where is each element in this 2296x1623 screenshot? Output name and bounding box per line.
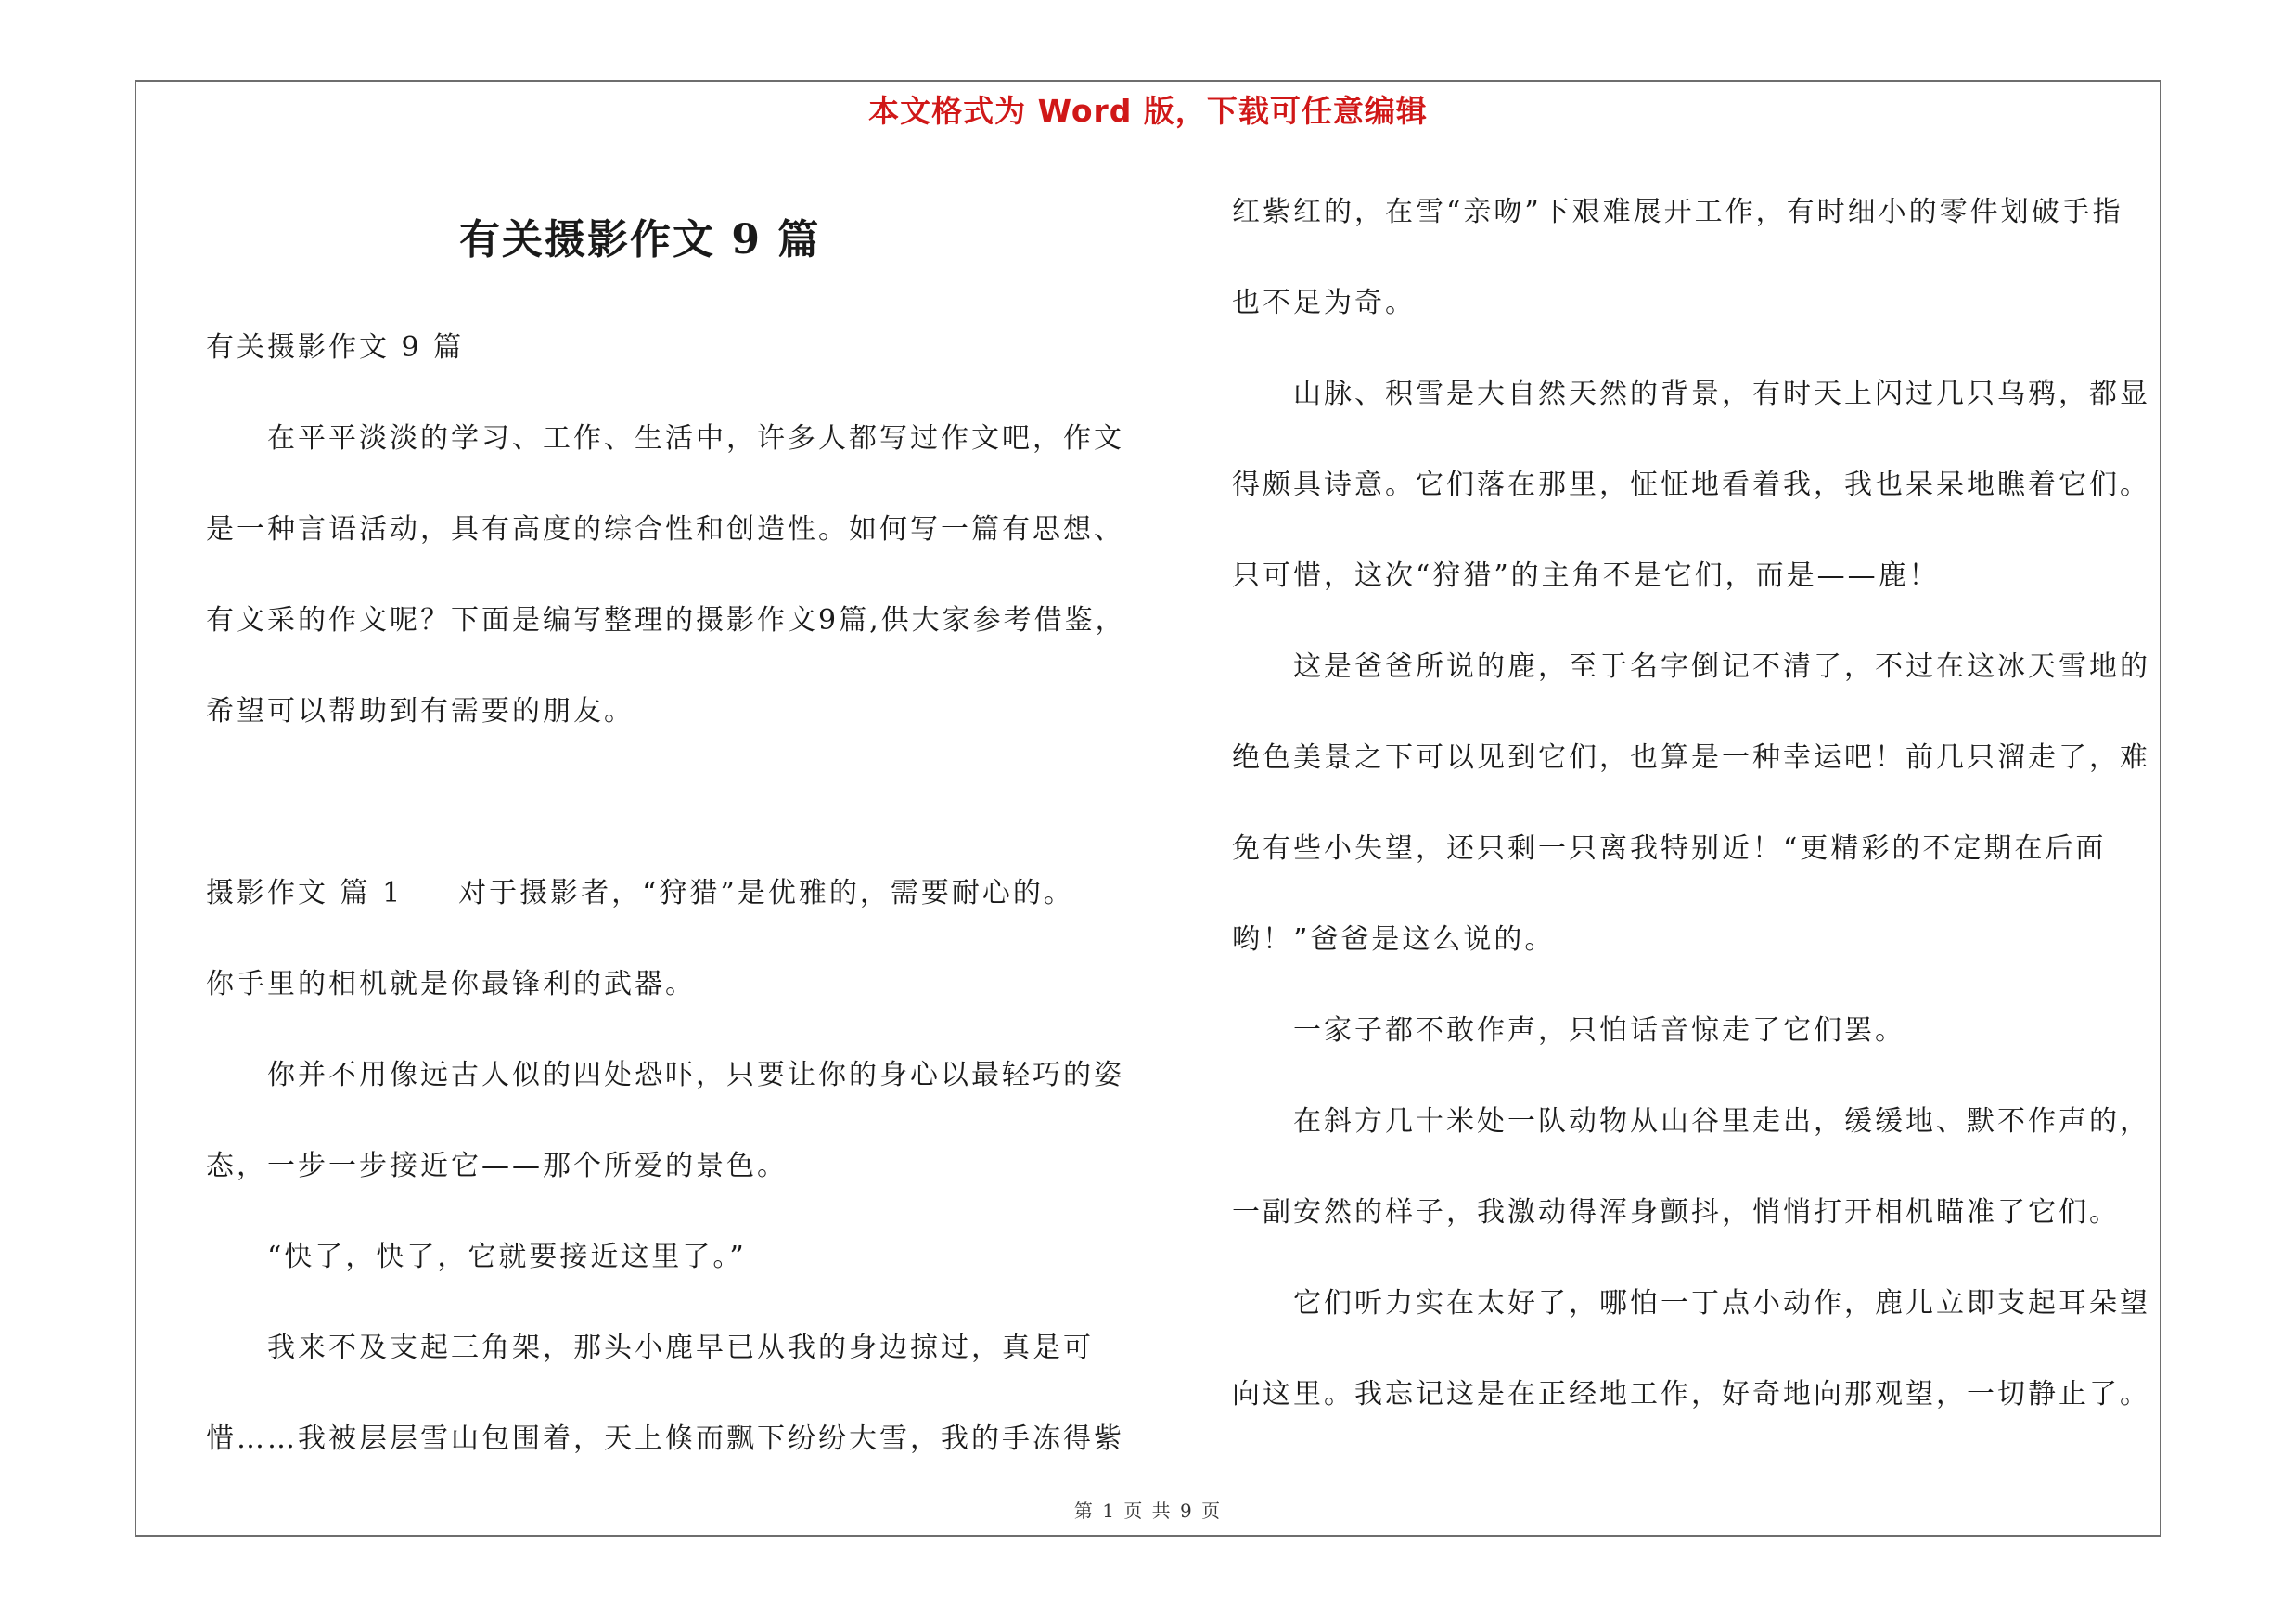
right-line-1: 红紫红的，在雪“亲吻”下艰难展开工作，有时细小的零件划破手指 (1232, 196, 2123, 228)
right-line-13: 它们听力实在太好了，哪怕一丁点小动作，鹿儿立即支起耳朵望 (1293, 1287, 2150, 1320)
body-line-6: 惜……我被层层雪山包围着，天上倏而飘下纷纷大雪，我的手冻得紫 (206, 1423, 1124, 1455)
right-line-14: 向这里。我忘记这是在正经地工作，好奇地向那观望，一切静止了。 (1232, 1378, 2150, 1410)
intro-line-3: 有文采的作文呢？下面是编写整理的摄影作文9篇,供大家参考借鉴， (206, 604, 1126, 637)
right-line-2: 也不足为奇。 (1232, 287, 1416, 319)
intro-line-2: 是一种言语活动，具有高度的综合性和创造性。如何写一篇有思想、 (206, 513, 1124, 546)
right-line-3: 山脉、积雪是大自然天然的背景，有时天上闪过几只乌鸦，都显 (1293, 378, 2150, 410)
section-first-line: 对于摄影者，“狩猎”是优雅的，需要耐心的。 (458, 877, 1074, 909)
right-line-11: 在斜方几十米处一队动物从山谷里走出，缓缓地、默不作声的， (1293, 1105, 2150, 1138)
body-line-1: 你手里的相机就是你最锋利的武器。 (206, 968, 696, 1000)
right-line-6: 这是爸爸所说的鹿，至于名字倒记不清了，不过在这冰天雪地的 (1293, 650, 2150, 683)
right-line-7: 绝色美景之下可以见到它们，也算是一种幸运吧！前几只溜走了，难 (1232, 741, 2150, 774)
subtitle: 有关摄影作文 9 篇 (206, 331, 465, 364)
body-line-3: 态，一步一步接近它——那个所爱的景色。 (206, 1150, 788, 1182)
right-line-5: 只可惜，这次“狩猎”的主角不是它们，而是——鹿！ (1232, 560, 1940, 592)
right-line-4: 得颇具诗意。它们落在那里，怔怔地看着我，我也呆呆地瞧着它们。 (1232, 469, 2150, 501)
section-heading-line (206, 848, 1074, 939)
document-title: 有关摄影作文 9 篇 (459, 216, 821, 264)
right-line-9: 哟！”爸爸是这么说的。 (1232, 923, 1556, 956)
body-line-5: 我来不及支起三角架，那头小鹿早已从我的身边掠过，真是可 (267, 1332, 1094, 1364)
page-footer: 第 1 页 共 9 页 (1073, 1500, 1223, 1522)
word-format-banner: 本文格式为 Word 版，下载可任意编辑 (868, 93, 1428, 129)
body-line-4: “快了，快了，它就要接近这里了。” (267, 1241, 747, 1273)
right-line-10: 一家子都不敢作声，只怕话音惊走了它们罢。 (1293, 1014, 1905, 1047)
body-line-2: 你并不用像远古人似的四处恐吓，只要让你的身心以最轻巧的姿 (267, 1059, 1124, 1091)
section-label: 摄影作文 篇 1 (206, 877, 404, 909)
intro-line-4: 希望可以帮助到有需要的朋友。 (206, 695, 635, 728)
right-line-12: 一副安然的样子，我激动得浑身颤抖，悄悄打开相机瞄准了它们。 (1232, 1196, 2120, 1229)
right-line-8: 免有些小失望，还只剩一只离我特别近！“更精彩的不定期在后面 (1232, 832, 2107, 865)
intro-line-1: 在平平淡淡的学习、工作、生活中，许多人都写过作文吧，作文 (267, 422, 1124, 455)
